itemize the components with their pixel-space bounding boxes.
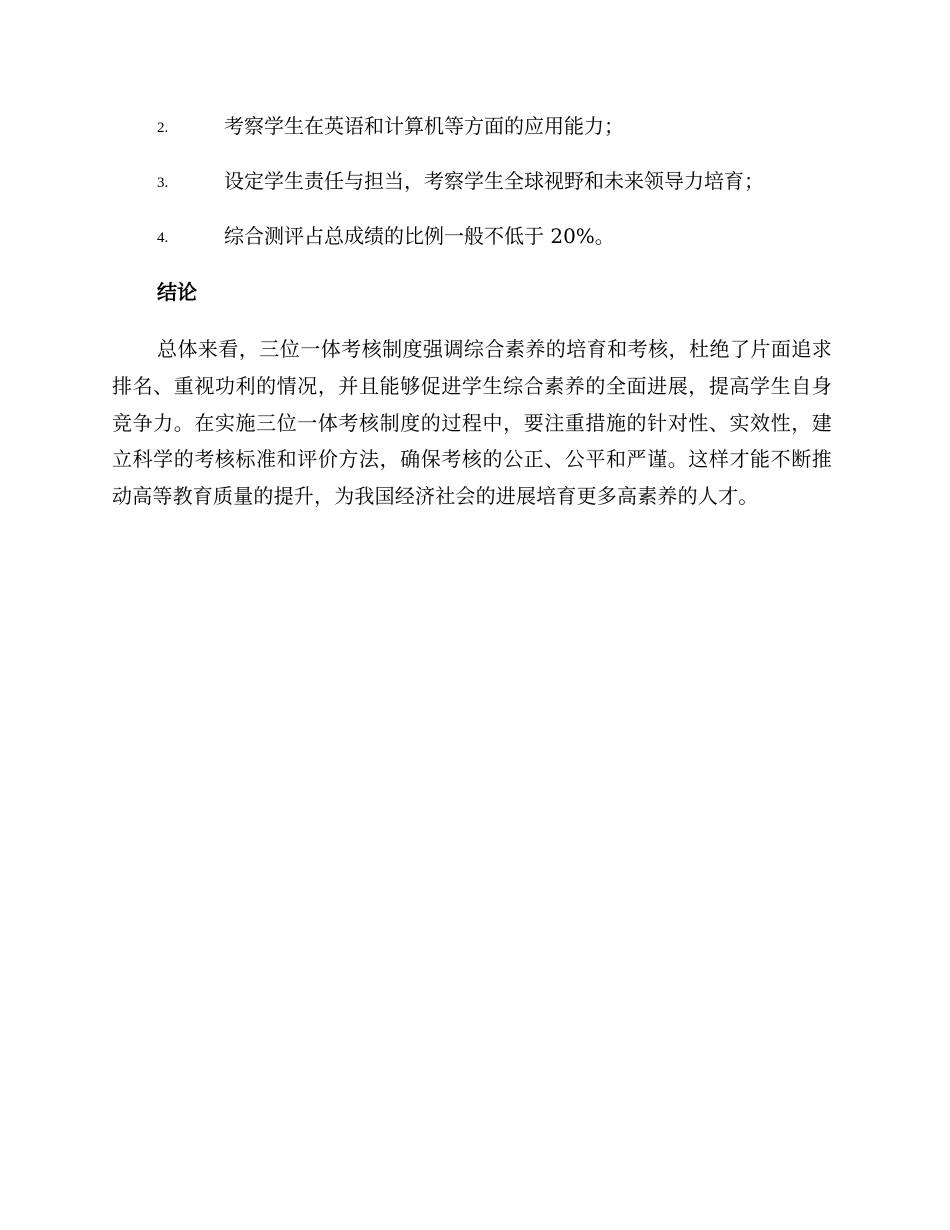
list-item — [0, 218, 950, 273]
list-item — [0, 108, 950, 163]
list-item-number: 2. — [157, 120, 169, 136]
list-item-text: 设定学生责任与担当，考察学生全球视野和未来领导力培育； — [224, 169, 764, 193]
list-item — [0, 163, 950, 218]
list-item-number: 4. — [157, 230, 169, 246]
section-heading: 结论 — [157, 280, 197, 304]
list-item-number: 3. — [157, 175, 169, 191]
numbered-list — [0, 108, 950, 273]
list-item-text: 考察学生在英语和计算机等方面的应用能力； — [224, 114, 624, 138]
list-item-text: 综合测评占总成绩的比例一般不低于 20%。 — [224, 224, 615, 248]
conclusion-paragraph: 总体来看，三位一体考核制度强调综合素养的培育和考核，杜绝了片面追求排名、重视功利的情况，并且能够促进学生综合素养的全面进展，提高学生自身竞争力。在实施三位一体考核制度的过程中，要注重措施的针对性、实效性，建立科学的考核标准和评价方法，确保考核的公正、公平和严谨。这样才能不断推动高等教育质量的提升，为我国经济社会的进展培育更多高素养的人才。 — [112, 337, 832, 509]
